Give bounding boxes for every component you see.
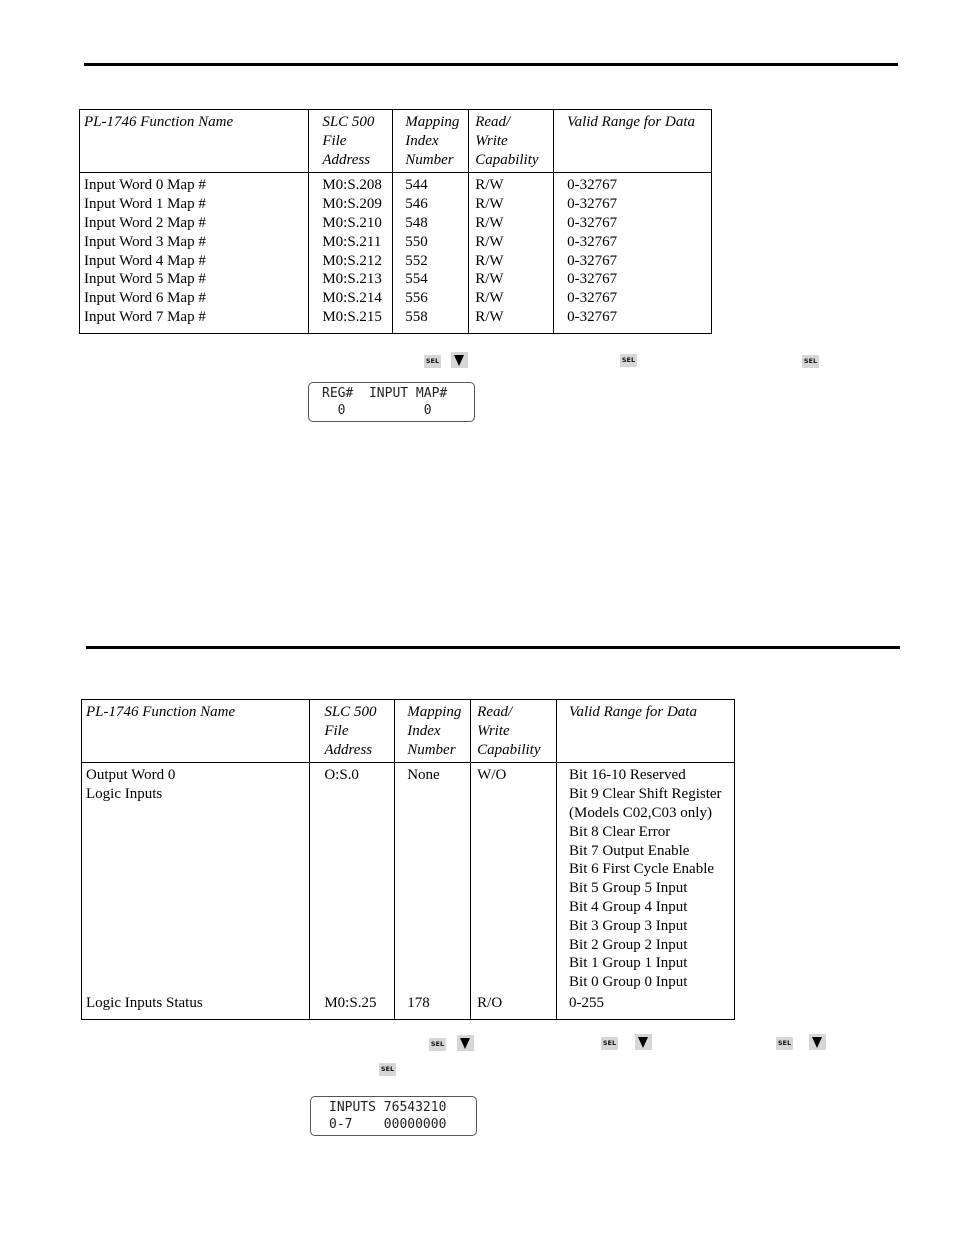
table-cell: M0:S.212 xyxy=(322,252,382,269)
table-cell: Input Word 3 Map # xyxy=(84,233,206,250)
table-cell: M0:S.209 xyxy=(322,196,382,213)
function-name-column xyxy=(80,173,309,333)
sel-key-icon: SEL xyxy=(802,355,819,368)
table-cell: 544 xyxy=(405,177,428,194)
range-column xyxy=(554,173,712,333)
header-function-name: PL-1746 Function Name xyxy=(82,700,310,763)
lcd-line-1: REG# INPUT MAP# xyxy=(322,386,448,401)
range-cell: Bit 16-10 Reserved Bit 9 Clear Shift Register (Models C02,C03 only) Bit 8 Clear Error Bit 7 Output Enable Bit 6 First Cycle Enable Bit 5 Group 5 Input Bit 4 Group 4 Input Bit 3 Group 3 Input Bit 2 Group 2 Input Bit 1 Group 1 Input Bit 0 Group 0 Input xyxy=(557,763,735,994)
rw-cell: W/O xyxy=(471,763,557,994)
lcd-line-2: 0 0 xyxy=(322,403,432,418)
table-cell: R/W xyxy=(475,177,504,194)
lcd-line-1: INPUTS 76543210 xyxy=(329,1100,447,1115)
table-cell: 558 xyxy=(405,308,428,325)
input-map-table xyxy=(79,109,712,334)
table-cell: 0-32767 xyxy=(567,233,618,250)
table-cell: 556 xyxy=(405,290,428,307)
rw-cell: R/O xyxy=(471,994,557,1019)
table-cell: 0-32767 xyxy=(567,308,618,325)
table-header-row xyxy=(80,110,712,173)
table-header-row xyxy=(82,700,735,763)
address-column xyxy=(309,173,393,333)
header-slc-address: SLC 500 File Address xyxy=(310,700,395,763)
top-rule xyxy=(84,63,898,66)
table-cell: Input Word 7 Map # xyxy=(84,308,206,325)
sel-key-icon: SEL xyxy=(601,1037,618,1050)
header-valid-range: Valid Range for Data xyxy=(557,700,735,763)
sel-key-icon: SEL xyxy=(776,1037,793,1050)
index-column xyxy=(393,173,469,333)
header-slc-address: SLC 500 File Address xyxy=(309,110,393,173)
table-cell: 554 xyxy=(405,271,428,288)
sel-key-icon: SEL xyxy=(620,354,637,367)
rw-column xyxy=(469,173,554,333)
table-cell: Input Word 6 Map # xyxy=(84,290,206,307)
table-cell: R/W xyxy=(475,308,504,325)
sel-key-icon: SEL xyxy=(424,355,441,368)
address-cell: M0:S.25 xyxy=(310,994,395,1019)
index-cell: 178 xyxy=(395,994,471,1019)
table-row xyxy=(82,763,735,994)
table-cell: Input Word 5 Map # xyxy=(84,271,206,288)
table-cell: Input Word 1 Map # xyxy=(84,196,206,213)
sel-key-icon: SEL xyxy=(379,1063,396,1076)
function-name-cell: Output Word 0 Logic Inputs xyxy=(82,763,310,994)
down-arrow-key-icon xyxy=(451,352,468,368)
table-cell: M0:S.215 xyxy=(322,308,382,325)
header-read-write: Read/ Write Capability xyxy=(469,110,554,173)
table-cell: Input Word 0 Map # xyxy=(84,177,206,194)
header-function-name: PL-1746 Function Name xyxy=(80,110,309,173)
table-cell: M0:S.210 xyxy=(322,214,382,231)
middle-rule xyxy=(86,646,900,649)
table-cell: R/W xyxy=(475,290,504,307)
header-mapping-index: Mapping Index Number xyxy=(393,110,469,173)
down-arrow-key-icon xyxy=(635,1034,652,1050)
header-read-write: Read/ Write Capability xyxy=(471,700,557,763)
logic-inputs-table xyxy=(81,699,735,1020)
table-cell: M0:S.211 xyxy=(322,233,382,250)
table-cell: 0-32767 xyxy=(567,177,618,194)
down-arrow-key-icon xyxy=(809,1034,826,1050)
table-cell: 0-32767 xyxy=(567,196,618,213)
table-cell: 0-32767 xyxy=(567,214,618,231)
table-cell: R/W xyxy=(475,271,504,288)
table-cell: 552 xyxy=(405,252,428,269)
table-cell: M0:S.208 xyxy=(322,177,382,194)
lcd-display-input-map xyxy=(308,382,475,422)
table-cell: Input Word 2 Map # xyxy=(84,214,206,231)
table-cell: 0-32767 xyxy=(567,290,618,307)
table-cell: R/W xyxy=(475,233,504,250)
table-body xyxy=(80,173,712,333)
lcd-line-2: 0-7 00000000 xyxy=(329,1117,447,1132)
table-cell: 0-32767 xyxy=(567,271,618,288)
table-cell: 548 xyxy=(405,214,428,231)
sel-key-icon: SEL xyxy=(429,1038,446,1051)
down-arrow-key-icon xyxy=(457,1035,474,1051)
header-mapping-index: Mapping Index Number xyxy=(395,700,471,763)
table-cell: Input Word 4 Map # xyxy=(84,252,206,269)
table-cell: 546 xyxy=(405,196,428,213)
range-cell: 0-255 xyxy=(557,994,735,1019)
address-cell: O:S.0 xyxy=(310,763,395,994)
table-cell: M0:S.213 xyxy=(322,271,382,288)
table-cell: 550 xyxy=(405,233,428,250)
function-name-cell: Logic Inputs Status xyxy=(82,994,310,1019)
table-row xyxy=(82,994,735,1019)
header-valid-range: Valid Range for Data xyxy=(554,110,712,173)
index-cell: None xyxy=(395,763,471,994)
lcd-display-inputs xyxy=(310,1096,477,1136)
table-cell: R/W xyxy=(475,252,504,269)
table-cell: 0-32767 xyxy=(567,252,618,269)
table-cell: R/W xyxy=(475,214,504,231)
table-cell: M0:S.214 xyxy=(322,290,382,307)
table-cell: R/W xyxy=(475,196,504,213)
